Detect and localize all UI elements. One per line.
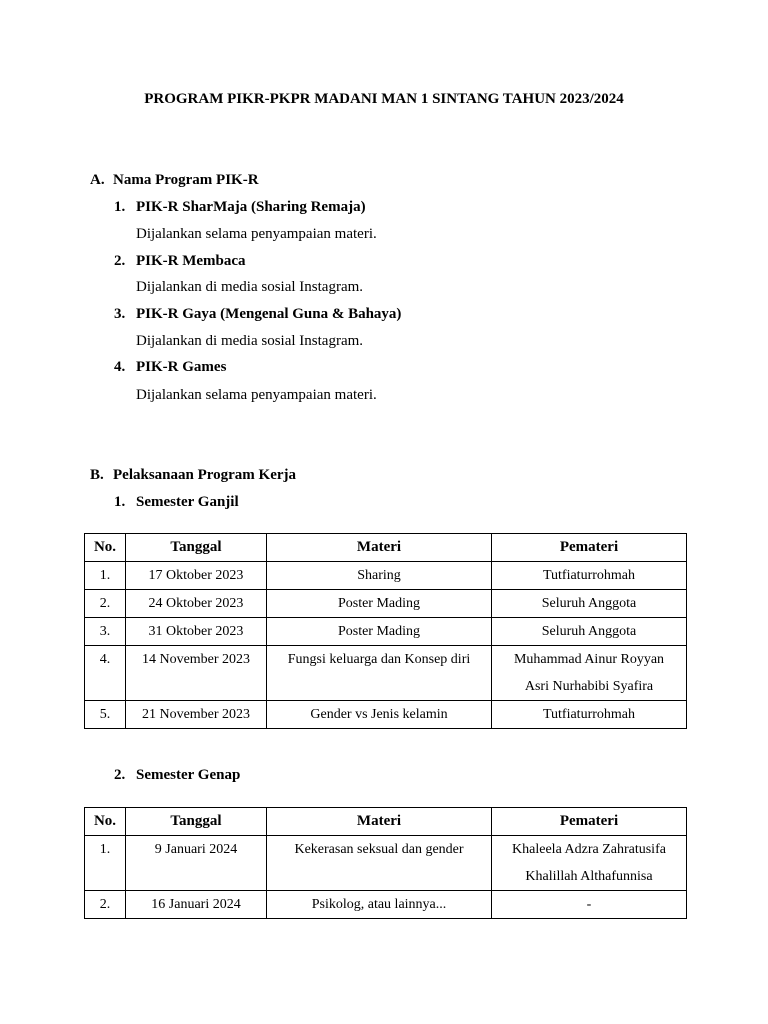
section-a-title: Nama Program PIK-R <box>113 172 259 188</box>
section-b-title: Pelaksanaan Program Kerja <box>113 467 297 483</box>
pemateri-name: Seluruh Anggota <box>541 624 637 639</box>
header-no: No. <box>85 534 126 562</box>
pemateri-name: Tutfiaturrohmah <box>542 707 636 722</box>
cell-no: 4. <box>85 646 126 701</box>
cell-materi: Gender vs Jenis kelamin <box>267 701 492 729</box>
program-item-name: PIK-R SharMaja (Sharing Remaja) <box>136 199 366 215</box>
pemateri-name: Asri Nurhabibi Syafira <box>524 679 654 694</box>
cell-pemateri <box>492 646 687 701</box>
program-item-number: 3. <box>114 306 126 322</box>
table-row <box>85 701 687 729</box>
semester-name: Semester Genap <box>136 767 241 783</box>
cell-no: 2. <box>85 590 126 618</box>
cell-materi: Poster Mading <box>267 618 492 646</box>
section-a-letter: A. <box>90 172 105 188</box>
program-item-name: PIK-R Gaya (Mengenal Guna & Bahaya) <box>136 306 402 322</box>
cell-no: 1. <box>85 836 126 891</box>
semester-ganjil-heading <box>114 494 239 511</box>
document-title: PROGRAM PIKR-PKPR MADANI MAN 1 SINTANG TAHUN 2023/2024 <box>144 91 624 107</box>
program-item-2 <box>114 253 246 270</box>
header-materi: Materi <box>267 808 492 836</box>
program-item-1 <box>114 199 366 216</box>
section-a-heading <box>90 172 259 189</box>
cell-materi: Kekerasan seksual dan gender <box>267 836 492 891</box>
program-item-3 <box>114 306 401 323</box>
cell-tanggal: 31 Oktober 2023 <box>126 618 267 646</box>
cell-tanggal: 14 November 2023 <box>126 646 267 701</box>
cell-tanggal: 21 November 2023 <box>126 701 267 729</box>
program-item-4 <box>114 359 226 376</box>
cell-materi: Sharing <box>267 562 492 590</box>
cell-pemateri <box>492 590 687 618</box>
pemateri-name: Khalillah Althafunnisa <box>525 869 653 884</box>
program-item-desc: Dijalankan selama penyampaian materi. <box>136 387 377 403</box>
cell-tanggal: 24 Oktober 2023 <box>126 590 267 618</box>
header-tanggal: Tanggal <box>126 808 267 836</box>
semester-number: 1. <box>114 494 126 510</box>
cell-materi: Psikolog, atau lainnya... <box>267 891 492 919</box>
header-pemateri: Pemateri <box>492 534 687 562</box>
semester-genap-heading <box>114 767 240 784</box>
program-item-desc: Dijalankan di media sosial Instagram. <box>136 333 364 349</box>
cell-tanggal: 16 Januari 2024 <box>126 891 267 919</box>
pemateri-name: Tutfiaturrohmah <box>542 568 636 583</box>
table-row <box>85 836 687 891</box>
semester-number: 2. <box>114 767 126 783</box>
cell-no: 5. <box>85 701 126 729</box>
header-materi: Materi <box>267 534 492 562</box>
table-header-row <box>85 808 687 836</box>
cell-pemateri <box>492 562 687 590</box>
cell-pemateri <box>492 891 687 919</box>
cell-no: 3. <box>85 618 126 646</box>
cell-no: 2. <box>85 891 126 919</box>
table-row <box>85 590 687 618</box>
program-item-name: PIK-R Membaca <box>136 253 246 269</box>
section-b-heading <box>90 467 296 484</box>
cell-tanggal: 17 Oktober 2023 <box>126 562 267 590</box>
pemateri-name: - <box>586 897 592 912</box>
pemateri-name: Seluruh Anggota <box>541 596 637 611</box>
header-no: No. <box>85 808 126 836</box>
program-item-number: 2. <box>114 253 126 269</box>
pemateri-name: Muhammad Ainur Royyan <box>513 652 665 667</box>
header-tanggal: Tanggal <box>126 534 267 562</box>
table-row <box>85 891 687 919</box>
section-b-letter: B. <box>90 467 104 483</box>
cell-materi: Poster Mading <box>267 590 492 618</box>
cell-pemateri <box>492 836 687 891</box>
table-row <box>85 646 687 701</box>
program-item-name: PIK-R Games <box>136 359 227 375</box>
cell-no: 1. <box>85 562 126 590</box>
schedule-table-ganjil <box>84 533 687 729</box>
table-header-row <box>85 534 687 562</box>
cell-tanggal: 9 Januari 2024 <box>126 836 267 891</box>
semester-name: Semester Ganjil <box>136 494 239 510</box>
program-item-desc: Dijalankan di media sosial Instagram. <box>136 279 364 295</box>
pemateri-name: Khaleela Adzra Zahratusifa <box>512 842 666 857</box>
program-item-number: 4. <box>114 359 126 375</box>
cell-pemateri <box>492 618 687 646</box>
program-item-desc: Dijalankan selama penyampaian materi. <box>136 226 377 242</box>
program-item-number: 1. <box>114 199 126 215</box>
schedule-table-genap <box>84 807 687 919</box>
header-pemateri: Pemateri <box>492 808 687 836</box>
table-row <box>85 562 687 590</box>
cell-materi: Fungsi keluarga dan Konsep diri <box>267 646 492 701</box>
cell-pemateri <box>492 701 687 729</box>
table-row <box>85 618 687 646</box>
